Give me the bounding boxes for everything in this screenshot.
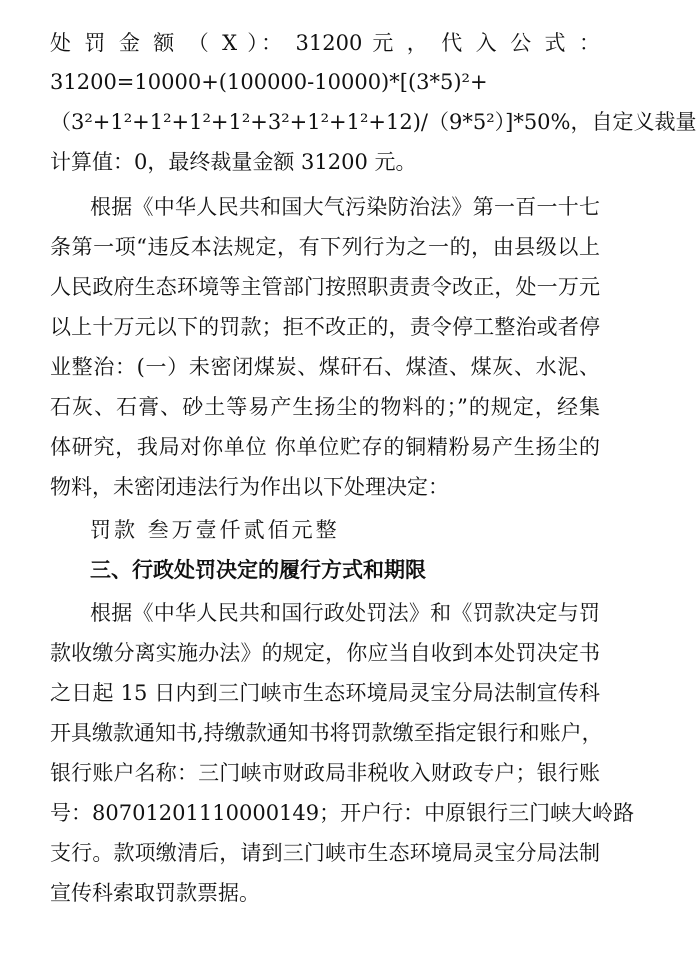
payment-paragraph-line-7: 支行。款项缴清后，请到三门峡市生态环境局灵宝分局法制	[50, 841, 600, 865]
bank-account-number-line: 号：80701201110000149；开户行：中原银行三门峡大岭路	[50, 801, 635, 825]
final-amount-line: 计算值：0，最终裁量金额 31200 元。	[50, 150, 417, 174]
legal-basis-paragraph-line-5: 业整治：(一）未密闭煤炭、煤矸石、煤渣、煤灰、水泥、	[50, 355, 600, 379]
legal-basis-paragraph-line-2: 条第一项“违反本法规定，有下列行为之一的，由县级以上	[50, 235, 600, 259]
formula-line-1: 31200=10000+(100000-10000)*[(3*5)²+	[50, 70, 488, 94]
penalty-amount-line: 处 罚 金 额 （ X ）： 31200 元 ， 代 入 公 式 ：	[50, 31, 600, 55]
legal-basis-paragraph-line-4: 以上十万元以下的罚款；拒不改正的，责令停工整治或者停	[50, 315, 600, 339]
payment-paragraph-line-8: 宣传科索取罚款票据。	[50, 881, 260, 905]
penalty-amount-words: 罚款 叁万壹仟贰佰元整	[90, 518, 340, 542]
payment-paragraph-line-5: 银行账户名称：三门峡市财政局非税收入财政专户；银行账	[50, 761, 600, 785]
payment-paragraph-line-1: 根据《中华人民共和国行政处罚法》和《罚款决定与罚	[90, 601, 600, 625]
section-heading: 三、行政处罚决定的履行方式和期限	[90, 558, 426, 582]
payment-paragraph-line-4: 开具缴款通知书,持缴款通知书将罚款缴至指定银行和账户，	[50, 721, 603, 745]
legal-basis-paragraph-line-8: 物料，未密闭违法行为作出以下处理决定：	[50, 475, 449, 499]
payment-paragraph-line-2: 款收缴分离实施办法》的规定，你应当自收到本处罚决定书	[50, 641, 600, 665]
legal-basis-paragraph-line-6: 石灰、石膏、砂土等易产生扬尘的物料的；”的规定，经集	[50, 395, 600, 419]
legal-basis-paragraph-line-3: 人民政府生态环境等主管部门按照职责责令改正，处一万元	[50, 275, 600, 299]
legal-basis-paragraph-line-1: 根据《中华人民共和国大气污染防治法》第一百一十七	[90, 195, 600, 219]
formula-line-2: （3²+1²+1²+1²+1²+3²+1²+1²+12)/（9*5²）]*50%，自定义裁量	[50, 110, 697, 134]
legal-basis-paragraph-line-7: 体研究，我局对你单位 你单位贮存的铜精粉易产生扬尘的	[50, 435, 600, 459]
payment-paragraph-line-3: 之日起 15 日内到三门峡市生态环境局灵宝分局法制宣传科	[50, 681, 600, 705]
